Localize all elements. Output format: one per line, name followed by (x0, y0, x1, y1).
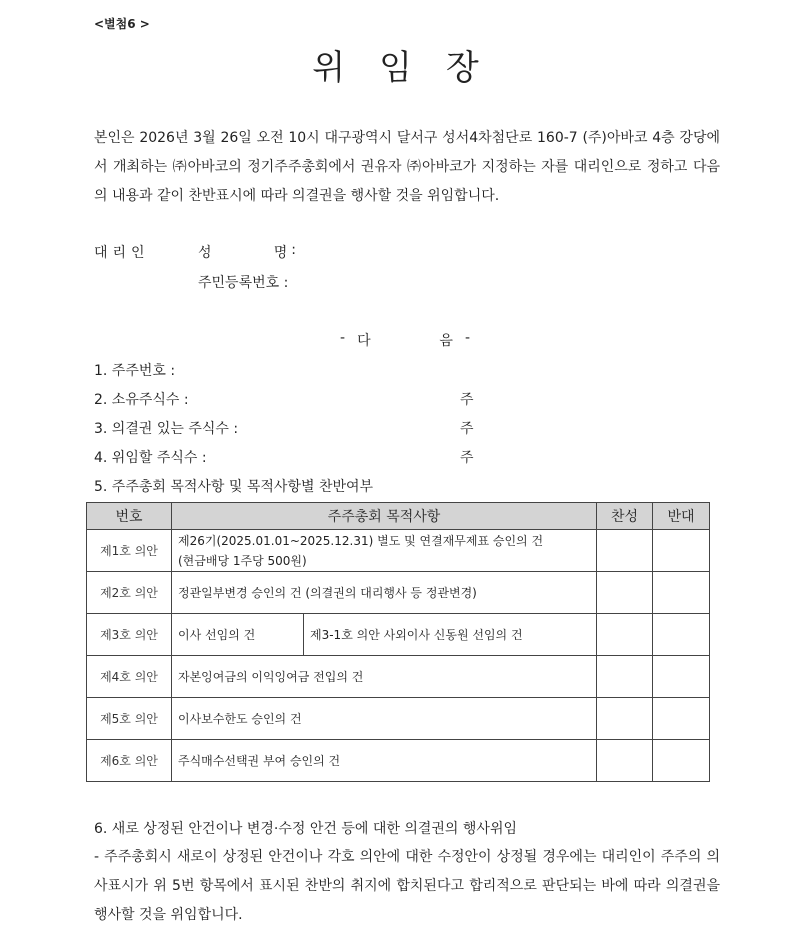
agenda-description: 자본잉여금의 이익잉여금 전입의 건 (172, 656, 597, 698)
agenda-table (86, 502, 710, 782)
title-char: 장 (445, 48, 479, 88)
daeum-dash: - (464, 330, 470, 346)
unit-voting-shares: 주 (460, 421, 474, 437)
header-number: 번호 (87, 503, 172, 530)
proxy-id-label: 주민등록번호 : (198, 275, 289, 291)
oppose-cell[interactable] (653, 572, 710, 614)
proxy-name-label (198, 242, 296, 262)
oppose-cell[interactable] (653, 656, 710, 698)
table-row (87, 572, 710, 614)
header-oppose: 반대 (653, 503, 710, 530)
section6-paragraph: - 주주총회시 새로이 상정된 안건이나 각호 의안에 대한 수정안이 상정될 경우에는 대리인이 주주의 의사표시가 위 5번 항목에서 표시된 찬반의 취지에 합치된다고 합리적으로 판단되는 바에 따라 의결권을 행사할 것을 위임합니다. (94, 849, 720, 923)
name-label-part: 성 (198, 245, 212, 261)
daeum-heading (340, 330, 470, 350)
unit-delegated-shares: 주 (460, 450, 474, 466)
agenda-number: 제2호 의안 (87, 572, 172, 614)
approve-cell[interactable] (597, 614, 653, 656)
table-row (87, 530, 710, 572)
agenda-description: 이사 선임의 건 (172, 614, 304, 656)
item-owned-shares: 2. 소유주식수 : (94, 392, 189, 408)
header-approve: 찬성 (597, 503, 653, 530)
section6-title: 6. 새로 상정된 안건이나 변경·수정 안건 등에 대한 의결권의 행사위임 (94, 821, 518, 837)
title-char: 위 (312, 48, 346, 88)
agenda-sub-item: 제3-1호 의안 사외이사 신동원 선임의 건 (304, 614, 597, 656)
agenda-description (172, 530, 597, 572)
daeum-char: 음 (439, 333, 453, 349)
table-row (87, 614, 710, 656)
item-shareholder-number: 1. 주주번호 : (94, 363, 176, 379)
table-header-row (87, 503, 710, 530)
table-row (87, 656, 710, 698)
agenda-description: 이사보수한도 승인의 건 (172, 698, 597, 740)
table-row (87, 740, 710, 782)
approve-cell[interactable] (597, 698, 653, 740)
proxy-label: 대리인 (94, 245, 150, 261)
oppose-cell[interactable] (653, 530, 710, 572)
daeum-char: 다 (357, 333, 371, 349)
agenda-number: 제4호 의안 (87, 656, 172, 698)
title-char: 임 (379, 48, 412, 88)
oppose-cell[interactable] (653, 698, 710, 740)
table-row (87, 698, 710, 740)
approve-cell[interactable] (597, 530, 653, 572)
name-label-part: 명 (273, 245, 288, 261)
approve-cell[interactable] (597, 572, 653, 614)
name-label-colon: : (291, 242, 296, 258)
document-title (0, 40, 791, 89)
intro-paragraph: 본인은 2026년 3월 26일 오전 10시 대구광역시 달서구 성서4차첨단로 160-7 (주)아바코 4층 강당에서 개최하는 ㈜아바코의 정기주주총회에서 권유자 ㈜아바코가 지정하는 자를 대리인으로 정하고 다음의 내용과 같이 찬반표시에 따라 의결권을 행사할 것을 위임합니다. (94, 130, 720, 204)
agenda-number: 제6호 의안 (87, 740, 172, 782)
agenda-number: 제1호 의안 (87, 530, 172, 572)
attachment-label: <별첨6 > (94, 17, 150, 31)
unit-owned-shares: 주 (460, 392, 474, 408)
agenda-description: 주식매수선택권 부여 승인의 건 (172, 740, 597, 782)
approve-cell[interactable] (597, 656, 653, 698)
agenda-number: 제3호 의안 (87, 614, 172, 656)
item-agenda-heading: 5. 주주총회 목적사항 및 목적사항별 찬반여부 (94, 479, 374, 495)
agenda-description-line: 제26기(2025.01.01~2025.12.31) 별도 및 연결재무제표 승인의 건 (178, 533, 544, 548)
oppose-cell[interactable] (653, 614, 710, 656)
approve-cell[interactable] (597, 740, 653, 782)
agenda-description: 정관일부변경 승인의 건 (의결권의 대리행사 등 정관변경) (172, 572, 597, 614)
agenda-number: 제5호 의안 (87, 698, 172, 740)
daeum-dash: - (340, 330, 346, 346)
header-agenda: 주주총회 목적사항 (172, 503, 597, 530)
agenda-description-line: (현금배당 1주당 500원) (178, 553, 307, 568)
oppose-cell[interactable] (653, 740, 710, 782)
item-voting-shares: 3. 의결권 있는 주식수 : (94, 421, 239, 437)
item-delegated-shares: 4. 위임할 주식수 : (94, 450, 207, 466)
